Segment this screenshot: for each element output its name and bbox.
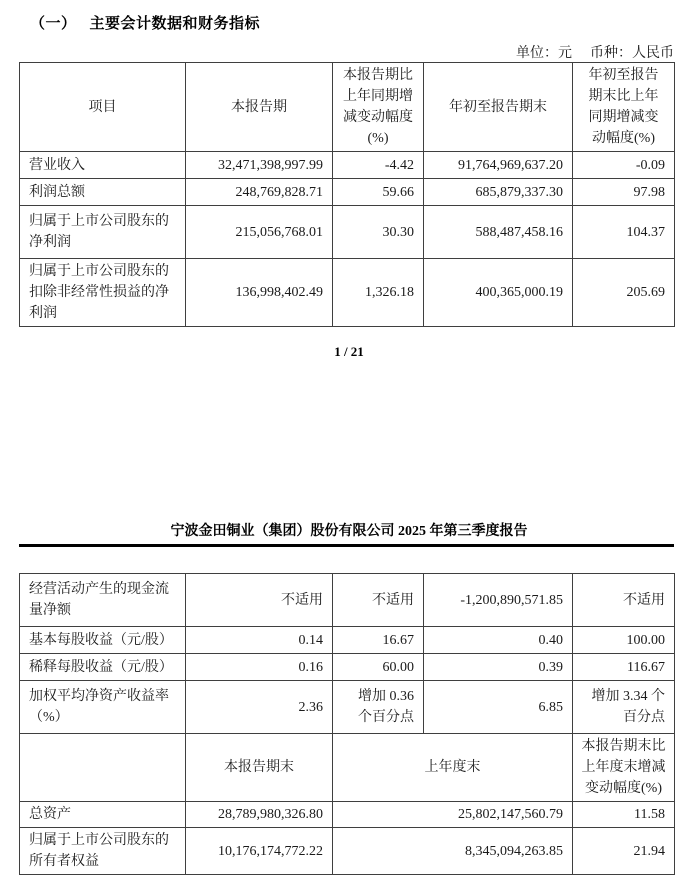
table-row — [20, 574, 675, 627]
row-prior-year-end: 25,802,147,560.79 — [333, 802, 573, 828]
row-ytd: 588,487,458.16 — [424, 206, 573, 259]
row-period-change: 增加 0.36 个百分点 — [333, 681, 424, 734]
row-ytd-change: 增加 3.34 个百分点 — [573, 681, 675, 734]
table-row — [20, 259, 675, 327]
col-header-item: 项目 — [20, 63, 186, 152]
row-ytd: 91,764,969,637.20 — [424, 152, 573, 179]
header-rule — [19, 544, 674, 547]
col-header-ytd: 年初至报告期末 — [424, 63, 573, 152]
row-ytd: 400,365,000.19 — [424, 259, 573, 327]
row-current-period: 215,056,768.01 — [186, 206, 333, 259]
running-header: 宁波金田铜业（集团）股份有限公司 2025 年第三季度报告 — [170, 524, 528, 539]
table-row — [20, 206, 675, 259]
table-row — [20, 802, 675, 828]
row-item-label: 加权平均净资产收益率（%） — [20, 681, 186, 734]
row-item-label: 稀释每股收益（元/股） — [20, 654, 186, 681]
unit-label: 单位：元 — [516, 46, 572, 61]
row-ytd: -1,200,890,571.85 — [424, 574, 573, 627]
table-header-row — [20, 63, 675, 152]
sub-header-empty — [20, 734, 186, 802]
row-period-change: 59.66 — [333, 179, 424, 206]
row-period-change: 30.30 — [333, 206, 424, 259]
key-financials-table — [19, 62, 675, 327]
row-ytd-change: 不适用 — [573, 574, 675, 627]
row-ytd-change: 97.98 — [573, 179, 675, 206]
sub-header-period-end: 本报告期末 — [186, 734, 333, 802]
row-ytd: 6.85 — [424, 681, 573, 734]
currency-label: 币种：人民币 — [590, 46, 674, 61]
row-period-end: 10,176,174,772.22 — [186, 828, 333, 875]
section-number: （一） — [30, 16, 77, 32]
report-page — [0, 12, 698, 869]
row-period-change: 16.67 — [333, 627, 424, 654]
row-item-label: 归属于上市公司股东的净利润 — [20, 206, 186, 259]
row-period-change: 不适用 — [333, 574, 424, 627]
table-row — [20, 828, 675, 875]
row-item-label: 利润总额 — [20, 179, 186, 206]
page-number: 1 / 21 — [334, 344, 364, 359]
row-current-period: 0.14 — [186, 627, 333, 654]
row-current-period: 2.36 — [186, 681, 333, 734]
section-heading — [30, 12, 698, 33]
row-item-label: 基本每股收益（元/股） — [20, 627, 186, 654]
sub-header-row — [20, 734, 675, 802]
row-period-change: 1,326.18 — [333, 259, 424, 327]
row-current-period: 32,471,398,997.99 — [186, 152, 333, 179]
row-change: 11.58 — [573, 802, 675, 828]
row-ytd-change: 104.37 — [573, 206, 675, 259]
col-header-current-period: 本报告期 — [186, 63, 333, 152]
row-ytd: 0.40 — [424, 627, 573, 654]
row-period-change: -4.42 — [333, 152, 424, 179]
col-header-period-change: 本报告期比上年同期增减变动幅度(%) — [333, 63, 424, 152]
col-header-ytd-change: 年初至报告期末比上年同期增减变动幅度(%) — [573, 63, 675, 152]
row-current-period: 248,769,828.71 — [186, 179, 333, 206]
table-row — [20, 627, 675, 654]
row-current-period: 136,998,402.49 — [186, 259, 333, 327]
unit-currency-line — [0, 42, 674, 62]
row-ytd: 0.39 — [424, 654, 573, 681]
row-ytd-change: 116.67 — [573, 654, 675, 681]
row-current-period: 0.16 — [186, 654, 333, 681]
sub-header-change: 本报告期末比上年度末增减变动幅度(%) — [573, 734, 675, 802]
section-title: 主要会计数据和财务指标 — [89, 16, 261, 32]
row-ytd-change: 100.00 — [573, 627, 675, 654]
row-item-label: 经营活动产生的现金流量净额 — [20, 574, 186, 627]
row-ytd: 685,879,337.30 — [424, 179, 573, 206]
row-current-period: 不适用 — [186, 574, 333, 627]
row-item-label: 营业收入 — [20, 152, 186, 179]
row-ytd-change: -0.09 — [573, 152, 675, 179]
row-item-label: 归属于上市公司股东的扣除非经常性损益的净利润 — [20, 259, 186, 327]
table-row — [20, 179, 675, 206]
row-prior-year-end: 8,345,094,263.85 — [333, 828, 573, 875]
key-financials-table-continued — [19, 573, 675, 875]
table-row — [20, 152, 675, 179]
sub-header-prior-year-end: 上年度末 — [333, 734, 573, 802]
row-period-end: 28,789,980,326.80 — [186, 802, 333, 828]
row-ytd-change: 205.69 — [573, 259, 675, 327]
row-period-change: 60.00 — [333, 654, 424, 681]
row-change: 21.94 — [573, 828, 675, 875]
row-item-label: 归属于上市公司股东的所有者权益 — [20, 828, 186, 875]
table-row — [20, 681, 675, 734]
row-item-label: 总资产 — [20, 802, 186, 828]
table-row — [20, 654, 675, 681]
